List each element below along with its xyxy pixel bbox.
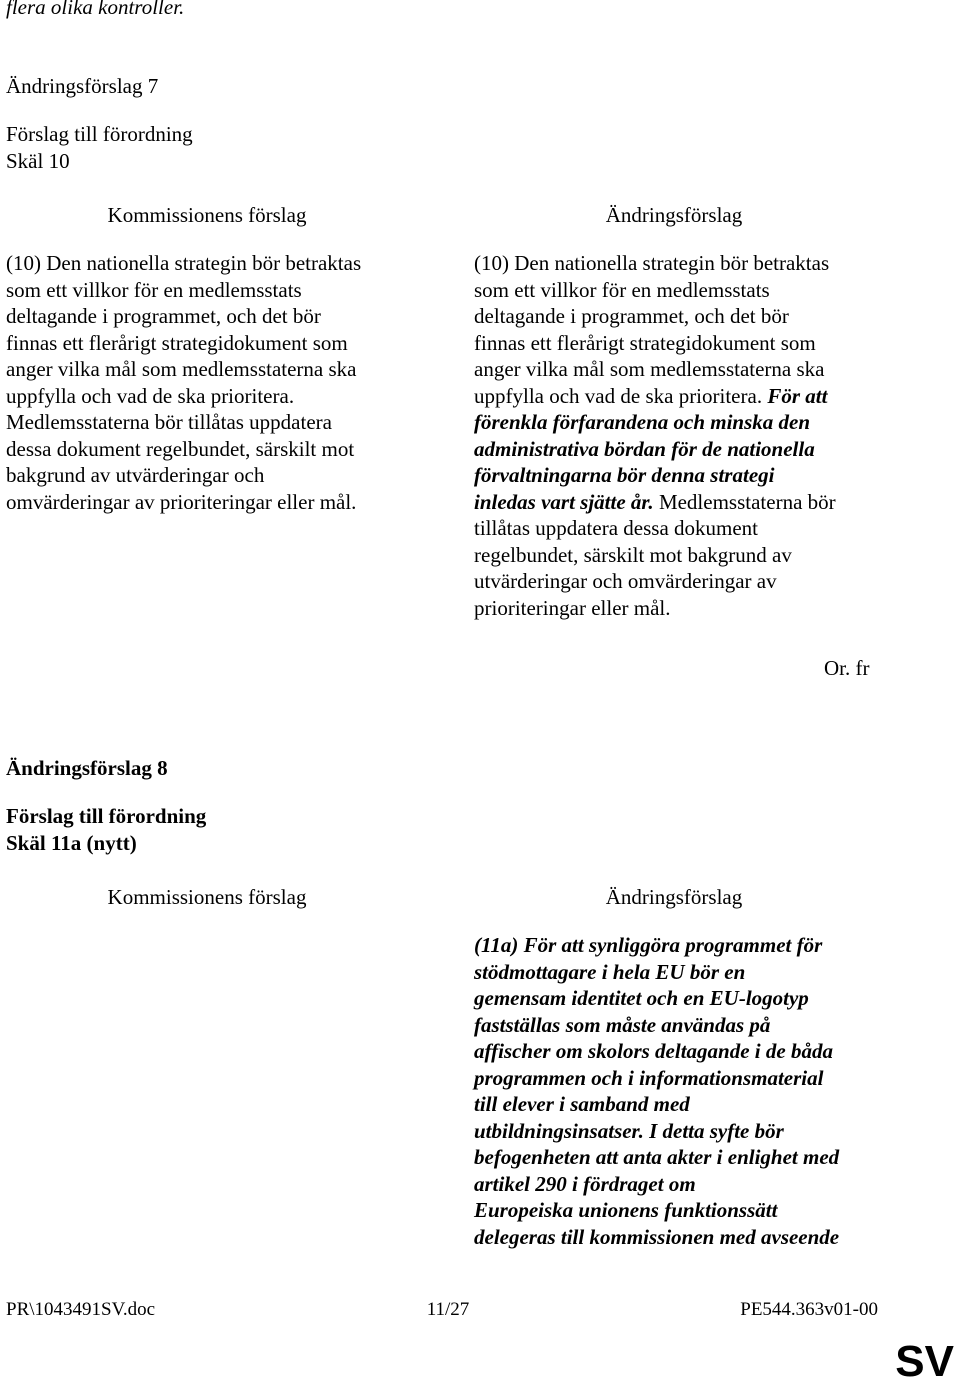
amendment-7-right-heading: Ändringsförslag <box>605 203 743 227</box>
amendment-7-right-text <box>474 250 914 621</box>
text-line: dessa dokument regelbundet, särskilt mot <box>6 436 355 461</box>
amended-text-line: affischer om skolors deltagande i de båda <box>474 1039 833 1063</box>
text-line: Medlemsstaterna bör tillåtas uppdatera <box>6 410 332 434</box>
text-line: bakgrund av utvärderingar och <box>6 463 265 487</box>
text-line: uppfylla och vad de ska prioritera. <box>6 383 295 408</box>
amended-text-line: artikel 290 i fördraget om <box>474 1171 696 1196</box>
amended-text-line: befogenheten att anta akter i enlighet med <box>474 1145 840 1169</box>
amendment-7-recital: Skäl 10 <box>6 149 70 173</box>
text-line: som ett villkor för en medlemsstats <box>474 277 770 302</box>
original-language: Or. fr <box>824 656 870 680</box>
amended-text-line: programmen och i informationsmaterial <box>474 1065 824 1090</box>
text-line <box>474 489 914 516</box>
amended-text: För att <box>767 383 828 408</box>
amended-text-line: gemensam identitet och en EU-logotyp <box>474 986 809 1010</box>
text-line: deltagande i programmet, och det bör <box>6 304 321 328</box>
text-line: anger vilka mål som medlemsstaterna ska <box>6 357 357 381</box>
amended-text-line: till elever i samband med <box>474 1092 690 1116</box>
amendment-7-left-text <box>6 250 426 515</box>
text-line: (10) Den nationella strategin bör betraktas <box>474 251 830 275</box>
amended-text-line: delegeras till kommissionen med avseende <box>474 1224 840 1249</box>
plain-text: uppfylla och vad de ska prioritera. <box>474 383 768 408</box>
amended-text-line: utbildningsinsatser. I detta syfte bör <box>474 1118 784 1143</box>
language-code: SV <box>895 1337 954 1386</box>
footer-reference: PE544.363v01-00 <box>740 1299 878 1320</box>
text-line: (10) Den nationella strategin bör betraktas <box>6 251 362 275</box>
amended-text-line: administrativa bördan för de nationella <box>474 436 815 461</box>
amendment-8-proposal: Förslag till förordning <box>6 804 207 828</box>
text-line: som ett villkor för en medlemsstats <box>6 277 302 302</box>
plain-text: Medlemsstaterna bör <box>653 489 836 514</box>
amended-text-line: stödmottagare i hela EU bör en <box>474 959 746 984</box>
text-line: utvärderingar och omvärderingar av <box>474 569 777 593</box>
amended-text-line: fastställas som måste användas på <box>474 1012 771 1037</box>
text-line <box>474 383 914 410</box>
amended-text-line: förenkla förfarandena och minska den <box>474 410 811 434</box>
amendment-8-heading: Ändringsförslag 8 <box>6 756 168 780</box>
text-line: deltagande i programmet, och det bör <box>474 304 789 328</box>
amendment-8-right-heading: Ändringsförslag <box>605 885 743 909</box>
amended-text-line: (11a) För att synliggöra programmet för <box>474 933 823 957</box>
amended-text-line: förvaltningarna bör denna strategi <box>474 463 775 487</box>
amendment-7-left-heading: Kommissionens förslag <box>107 203 307 227</box>
top-fragment: flera olika kontroller. <box>6 0 185 19</box>
text-line: anger vilka mål som medlemsstaterna ska <box>474 357 825 381</box>
amendment-8-right-text <box>474 932 914 1250</box>
text-line: tillåtas uppdatera dessa dokument <box>474 516 759 540</box>
amendment-7-proposal: Förslag till förordning <box>6 122 193 146</box>
footer-document-name: PR\1043491SV.doc <box>6 1299 156 1320</box>
amendment-8-recital: Skäl 11a (nytt) <box>6 831 137 855</box>
text-line: omvärderingar av prioriteringar eller mål. <box>6 489 357 514</box>
amendment-7-heading: Ändringsförslag 7 <box>6 74 159 98</box>
amended-text-line: Europeiska unionens funktionssätt <box>474 1198 778 1222</box>
text-line: prioriteringar eller mål. <box>474 595 671 620</box>
text-line: finnas ett flerårigt strategidokument som <box>474 330 816 355</box>
amendment-8-left-heading: Kommissionens förslag <box>107 885 307 909</box>
footer-page-number: 11/27 <box>426 1299 470 1320</box>
text-line: finnas ett flerårigt strategidokument som <box>6 330 348 355</box>
amended-text: inledas vart sjätte år. <box>474 489 654 514</box>
text-line: regelbundet, särskilt mot bakgrund av <box>474 542 792 567</box>
